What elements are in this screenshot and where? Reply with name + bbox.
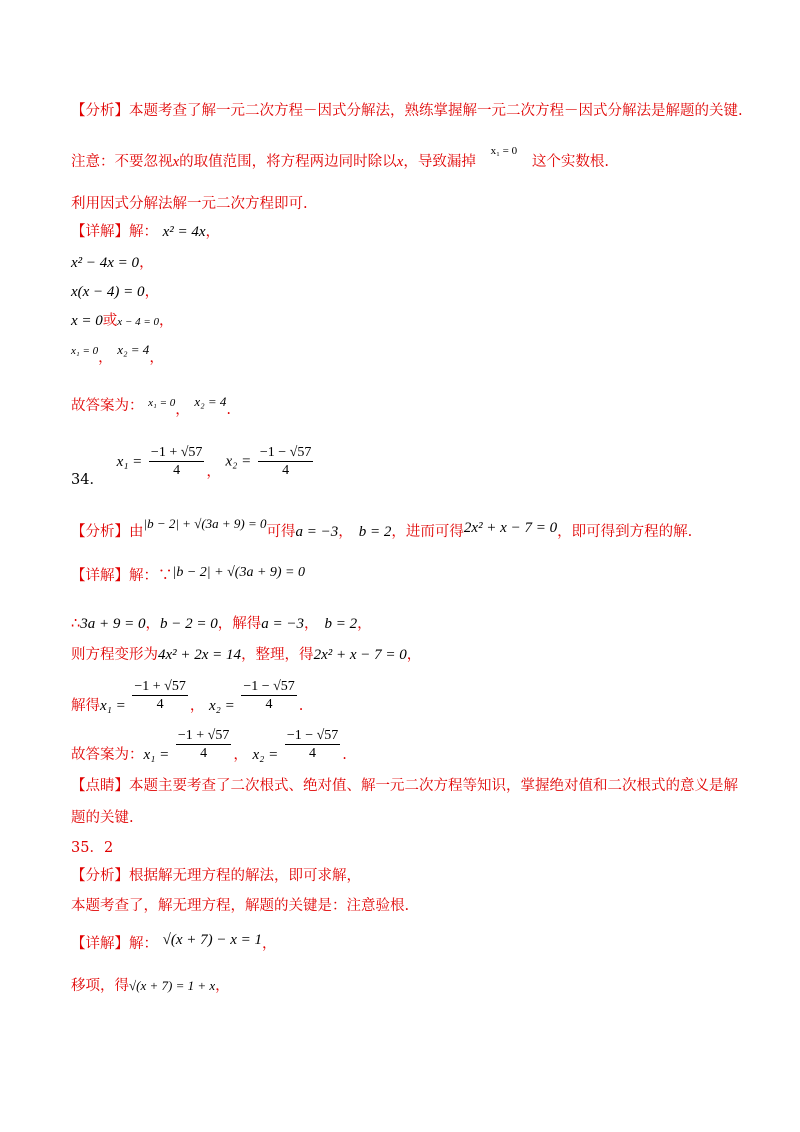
answer-label: 故答案为： <box>71 398 144 414</box>
note-line <box>71 145 609 173</box>
fraction-x1 <box>176 727 231 762</box>
period: . <box>226 402 232 418</box>
numerator: −1 + √57 <box>150 445 203 460</box>
detail-line-1 <box>71 222 220 242</box>
answer-x1: x₁ = 0 <box>148 397 176 409</box>
text-you: 由 <box>129 524 144 540</box>
detail-pre: 解： <box>129 936 158 952</box>
detail-because: 解：∵ <box>129 568 173 584</box>
equation-3a: 3a + 9 = 0 <box>80 616 146 632</box>
comma: ， <box>338 524 353 540</box>
period: . <box>342 746 347 763</box>
root-x1: x₁ = 0 <box>71 345 99 357</box>
equation-x-4: x − 4 = 0 <box>117 316 160 328</box>
text-arrange: ，整理，得 <box>241 647 314 663</box>
comment-line-2: 题的关键. <box>71 810 134 826</box>
equation-step-2: x(x − 4) = 0 <box>71 284 145 300</box>
x2-label: x₂ = <box>225 453 252 470</box>
text-solve: 解得 <box>71 697 100 714</box>
period: . <box>298 697 304 714</box>
numerator: −1 − √57 <box>243 679 295 694</box>
analysis-34 <box>71 516 693 542</box>
comment-text: 本题主要考查了二次根式、绝对值、解一元二次方程等知识，掌握绝对值和二次根式的意义是解 <box>129 778 738 794</box>
analysis-tag: 【分析】 <box>71 868 129 884</box>
comma: ， <box>357 616 372 632</box>
denominator: 4 <box>156 697 164 712</box>
analysis-text: 本题考查了解一元二次方程－因式分解法，熟练掌握解一元二次方程－因式分解法是解题的关键. <box>129 103 743 119</box>
analysis-tag: 【分析】 <box>71 524 129 540</box>
detail-pre: 解： <box>129 224 158 240</box>
comment-tag: 【点睛】 <box>71 778 129 794</box>
comma: ， <box>98 350 113 366</box>
fraction-x2 <box>241 678 296 713</box>
text-jiede: ，解得 <box>217 616 262 632</box>
text-conclusion: ，即可得到方程的解. <box>557 524 693 540</box>
equation-b-2: b − 2 = 0 <box>159 616 218 632</box>
comma: ， <box>175 402 190 418</box>
moved-equation: √(x + 7) = 1 + x <box>129 978 216 993</box>
method-line: 利用因式分解法解一元二次方程即可. <box>71 196 308 212</box>
analysis-line-1 <box>71 101 743 121</box>
fraction-x2 <box>285 727 340 762</box>
analysis-35-line-2: 本题考查了，解无理方程，解题的关键是：注意验根. <box>71 898 410 914</box>
text-transform: 则方程变形为 <box>71 647 158 663</box>
note-text-4: 这个实数根. <box>531 154 609 170</box>
fraction-x1 <box>149 444 204 479</box>
denominator: 4 <box>200 746 208 761</box>
comma: ， <box>205 224 221 240</box>
analysis-text: 根据解无理方程的解法，即可求解， <box>129 868 361 884</box>
analysis-35 <box>71 866 361 886</box>
comma: ， <box>206 463 221 480</box>
answer-line-33 <box>71 396 231 417</box>
answer-label: 故答案为： <box>71 746 144 763</box>
x1-label: x₁ = <box>116 453 143 470</box>
or-word: 或 <box>102 313 118 329</box>
comma: ， <box>149 350 164 366</box>
numerator: −1 − √57 <box>286 728 339 743</box>
comma: ， <box>406 647 422 663</box>
var-x: x <box>172 154 180 170</box>
comma: ， <box>189 697 205 714</box>
question-number-34: 34． <box>71 471 104 488</box>
text-move-term: 移项，得 <box>71 978 129 994</box>
therefore-sign: ∴ <box>71 616 81 632</box>
equation-standard: 2x² + x − 7 = 0 <box>313 647 407 663</box>
detail-34-line-2 <box>71 614 372 634</box>
detail-34-line-3 <box>71 645 421 665</box>
comma: ， <box>303 616 319 632</box>
x1-label: x₁ = <box>143 746 170 763</box>
denominator: 4 <box>265 697 273 712</box>
equation-a: a = −3 <box>295 524 339 540</box>
answer-34-final <box>71 727 347 762</box>
detail-35-line-1 <box>71 934 277 954</box>
equation-x2-4x: x² = 4x <box>162 224 206 240</box>
text-jinerkede: ，进而可得 <box>391 524 464 540</box>
fraction-x1 <box>132 678 187 713</box>
analysis-tag: 【分析】 <box>71 103 129 119</box>
text-kede: 可得 <box>266 524 296 540</box>
numerator: −1 + √57 <box>177 728 230 743</box>
irrational-equation: √(x + 7) − x = 1 <box>162 932 263 948</box>
comment-line-1 <box>71 776 738 796</box>
x2-label: x₂ = <box>208 697 235 714</box>
detail-34-line-4 <box>71 678 303 713</box>
comma: ， <box>215 978 230 994</box>
condition-equation: |b − 2| + √(3a + 9) = 0 <box>143 516 267 531</box>
x1-label: x₁ = <box>100 697 126 714</box>
note-text-3: ，导致漏掉 <box>403 154 476 170</box>
equation-x-0: x = 0 <box>71 313 103 329</box>
given-equation: |b − 2| + √(3a + 9) = 0 <box>172 565 305 580</box>
note-equation: x₁ = 0 <box>490 145 518 157</box>
note-text-1: 注意：不要忽视 <box>71 154 173 170</box>
numerator: −1 − √57 <box>259 445 312 460</box>
value-b: b = 2 <box>324 616 358 632</box>
denominator: 4 <box>309 746 317 761</box>
answer-35: 35．2 <box>71 840 114 856</box>
denominator: 4 <box>173 463 181 478</box>
comma: ， <box>145 616 160 632</box>
answer-x2: x₂ = 4 <box>194 394 227 409</box>
detail-tag: 【详解】 <box>71 568 129 584</box>
root-x2: x₂ = 4 <box>117 342 150 357</box>
equation-b: b = 2 <box>358 524 392 540</box>
note-text-2: 的取值范围，将方程两边同时除以 <box>179 154 397 170</box>
x2-label: x₂ = <box>252 746 279 763</box>
var-x-2: x <box>396 154 404 170</box>
step-line-3 <box>71 311 174 332</box>
detail-tag: 【详解】 <box>71 936 129 952</box>
step-line-4 <box>71 340 164 366</box>
detail-34-line-1 <box>71 566 305 587</box>
equation-step-1: x² − 4x = 0 <box>71 255 140 271</box>
detail-35-line-2 <box>71 976 230 996</box>
answer-34-line <box>71 444 315 488</box>
comma: ， <box>262 936 277 952</box>
denominator: 4 <box>282 463 290 478</box>
comma: ， <box>144 284 160 300</box>
step-line-2 <box>71 282 159 302</box>
equation-quadratic: 2x² + x − 7 = 0 <box>463 520 558 536</box>
comma: ， <box>139 255 154 271</box>
value-a: a = −3 <box>261 616 304 632</box>
comma: ， <box>159 313 174 329</box>
fraction-x2 <box>258 444 313 479</box>
step-line-1 <box>71 253 154 273</box>
comma: ， <box>233 746 248 763</box>
equation-transformed: 4x² + 2x = 14 <box>158 647 242 663</box>
detail-tag: 【详解】 <box>71 224 129 240</box>
numerator: −1 + √57 <box>134 679 186 694</box>
